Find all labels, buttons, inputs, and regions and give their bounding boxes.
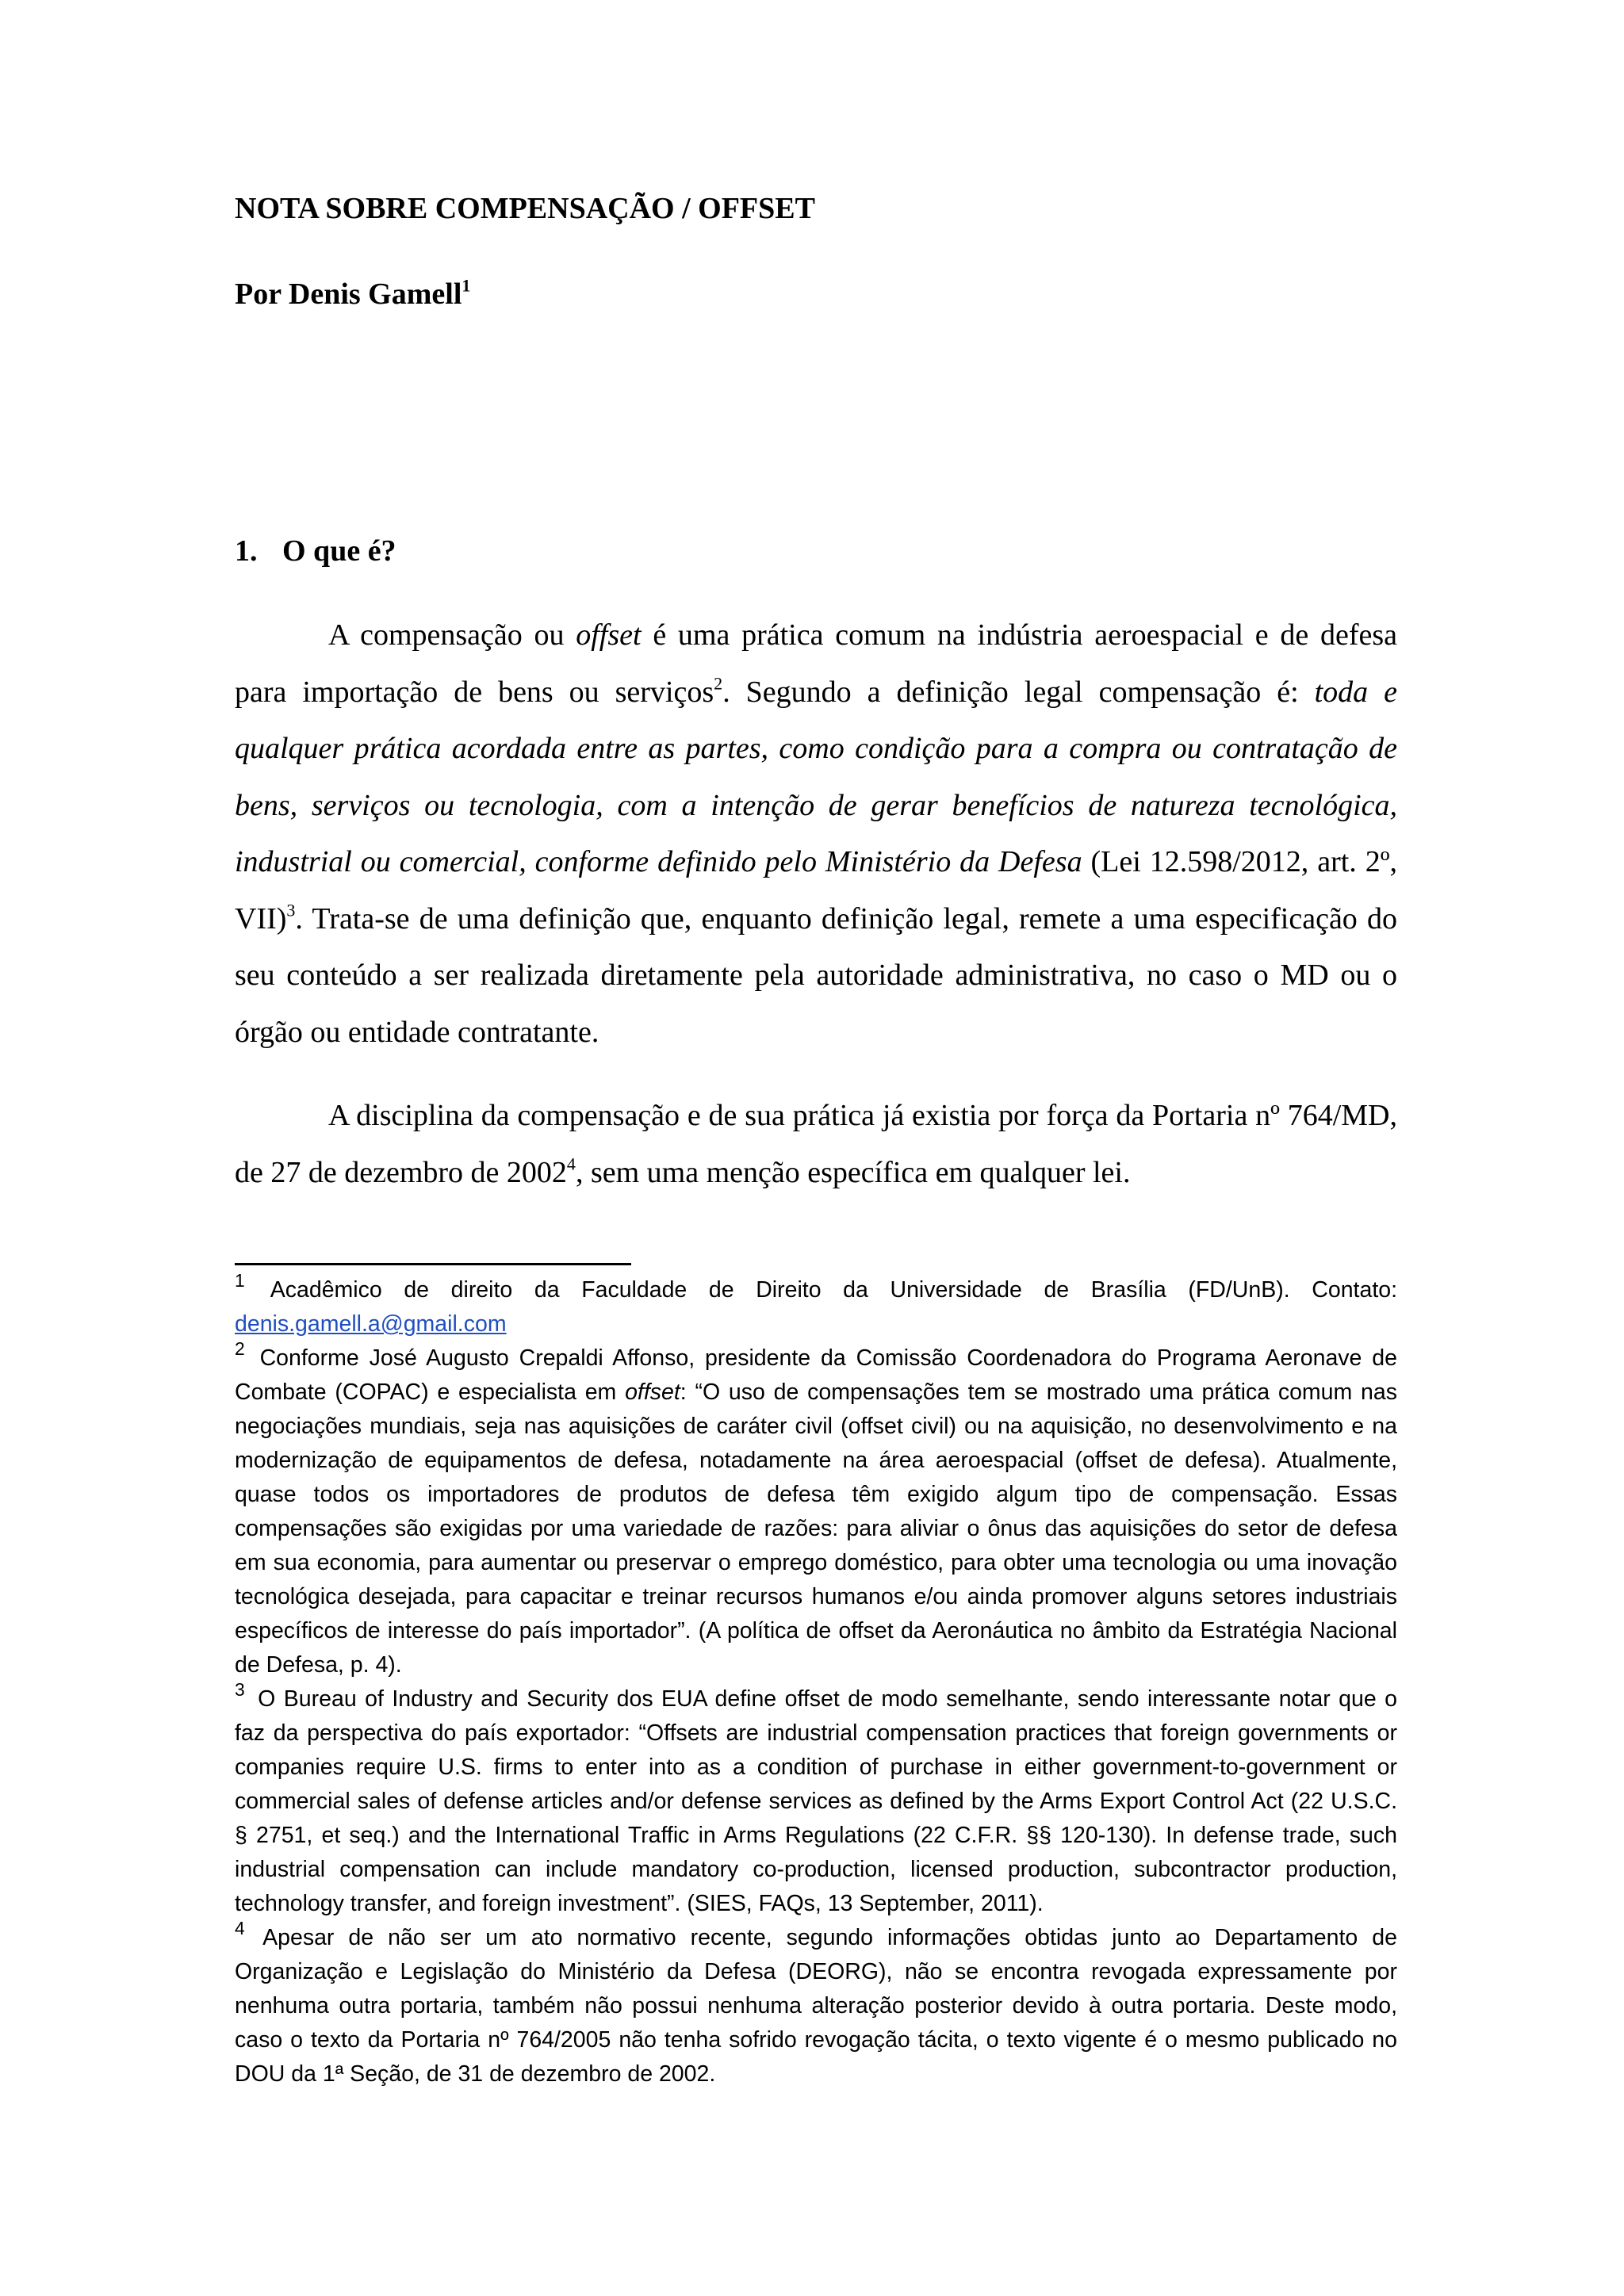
footnote-text: Acadêmico de direito da Faculdade de Direito da Universidade de Brasília (FD/UnB). Contato:	[249, 1277, 1397, 1303]
footnote-number: 2	[235, 1338, 245, 1360]
footnote-number: 3	[235, 1679, 245, 1701]
section-heading	[235, 533, 396, 569]
text-run: (Lei 12.598/2012, art. 2º, VII)	[235, 845, 1397, 936]
footnote-2	[235, 1338, 1397, 1682]
text-run: , sem uma menção específica em qualquer lei.	[575, 1155, 1131, 1189]
email-link[interactable]: denis.gamell.a@gmail.com	[235, 1311, 507, 1337]
footnote-text: Conforme José Augusto Crepaldi Affonso, presidente da Comissão Coordenadora do Programa Aeronave de Combate (COPAC) e especialista em	[235, 1345, 1397, 1405]
paragraph-2	[235, 1088, 1397, 1201]
footnote-text: O Bureau of Industry and Security dos EUA define offset de modo semelhante, sendo interessante notar que o faz da perspectiva do país exportador: “Offsets are industrial compensation practices that foreign governments or companies require U.S. firms to enter into as a condition of purchase in either government-to-government or commercial sales of defense articles and/or defense services as defined by the Arms Export Control Act (22 U.S.C. § 2751, et seq.) and the International Traffic in Arms Regulations (22 C.F.R. §§ 120-130). In defense trade, such industrial compensation can include mandatory co-production, licensed production, subcontractor production, technology transfer, and foreign investment”. (SIES, FAQs, 13 September, 2011).	[235, 1686, 1397, 1916]
footnote-1	[235, 1270, 1397, 1341]
text-run: é uma prática comum na indústria aeroespacial e de defesa para importação de bens ou serviços	[235, 618, 1397, 709]
italic-term: offset	[576, 618, 642, 652]
footnote-ref-1[interactable]: 1	[462, 275, 471, 296]
footnote-number: 1	[235, 1270, 245, 1292]
footnote-number: 4	[235, 1918, 245, 1939]
footnotes-section	[235, 1270, 1397, 2091]
text-run: . Trata-se de uma definição que, enquanto definição legal, remete a uma especificação do seu conteúdo a ser realizada diretamente pela autoridade administrativa, no caso o MD ou o órgão ou entidade contratante.	[235, 901, 1397, 1049]
section-title: O que é?	[282, 534, 396, 568]
paragraph-1	[235, 607, 1397, 1061]
footnote-ref-4[interactable]: 4	[566, 1154, 576, 1174]
author-line	[235, 276, 470, 312]
text-run: A disciplina da compensação e de sua prática já existia por força da Portaria nº 764/MD, de 27 de dezembro de 2002	[235, 1099, 1397, 1189]
footnote-text: : “O uso de compensações tem se mostrado uma prática comum nas negociações mundiais, seja nas aquisições de caráter civil (offset civil) ou na aquisição, no desenvolvimento e na modernização de equipamentos de defesa, notadamente na área aeroespacial (offset de defesa). Atualmente, quase todos os importadores de produtos de defesa têm exigido algum tipo de compensação. Essas compensações são exigidas por uma variedade de razões: para aliviar o ônus das aquisições do setor de defesa em sua economia, para aumentar ou preservar o emprego doméstico, para obter uma tecnologia ou uma inovação tecnológica desejada, para capacitar e treinar recursos humanos e/ou ainda promover alguns setores industriais específicos de interesse do país importador”. (A política de offset da Aeronáutica no âmbito da Estratégia Nacional de Defesa, p. 4).	[235, 1380, 1397, 1678]
text-run: . Segundo a definição legal compensação é:	[722, 675, 1315, 709]
author-name: Por Denis Gamell	[235, 277, 462, 311]
footnote-ref-2[interactable]: 2	[714, 673, 723, 694]
italic-term: offset	[625, 1380, 680, 1405]
footnote-separator	[235, 1263, 631, 1265]
legal-definition-quote: toda e qualquer prática acordada entre as partes, como condição para a compra ou contratação de bens, serviços ou tecnologia, com a intenção de gerar benefícios de natureza tecnológica, industrial ou comercial, conforme definido pelo Ministério da Defesa	[235, 675, 1397, 878]
footnote-ref-3[interactable]: 3	[286, 900, 296, 920]
document-title: NOTA SOBRE COMPENSAÇÃO / OFFSET	[235, 192, 815, 225]
footnote-3	[235, 1679, 1397, 1921]
section-number: 1.	[235, 534, 258, 568]
footnote-4	[235, 1918, 1397, 2091]
footnote-text: Apesar de não ser um ato normativo recente, segundo informações obtidas junto ao Departamento de Organização e Legislação do Ministério da Defesa (DEORG), não se encontra revogada expressamente por nenhuma outra portaria, também não possui nenhuma alteração posterior devido à outra portaria. Deste modo, caso o texto da Portaria nº 764/2005 não tenha sofrido revogação tácita, o texto vigente é o mesmo publicado no DOU da 1ª Seção, de 31 de dezembro de 2002.	[235, 1925, 1397, 2087]
text-run: A compensação ou	[328, 618, 576, 652]
